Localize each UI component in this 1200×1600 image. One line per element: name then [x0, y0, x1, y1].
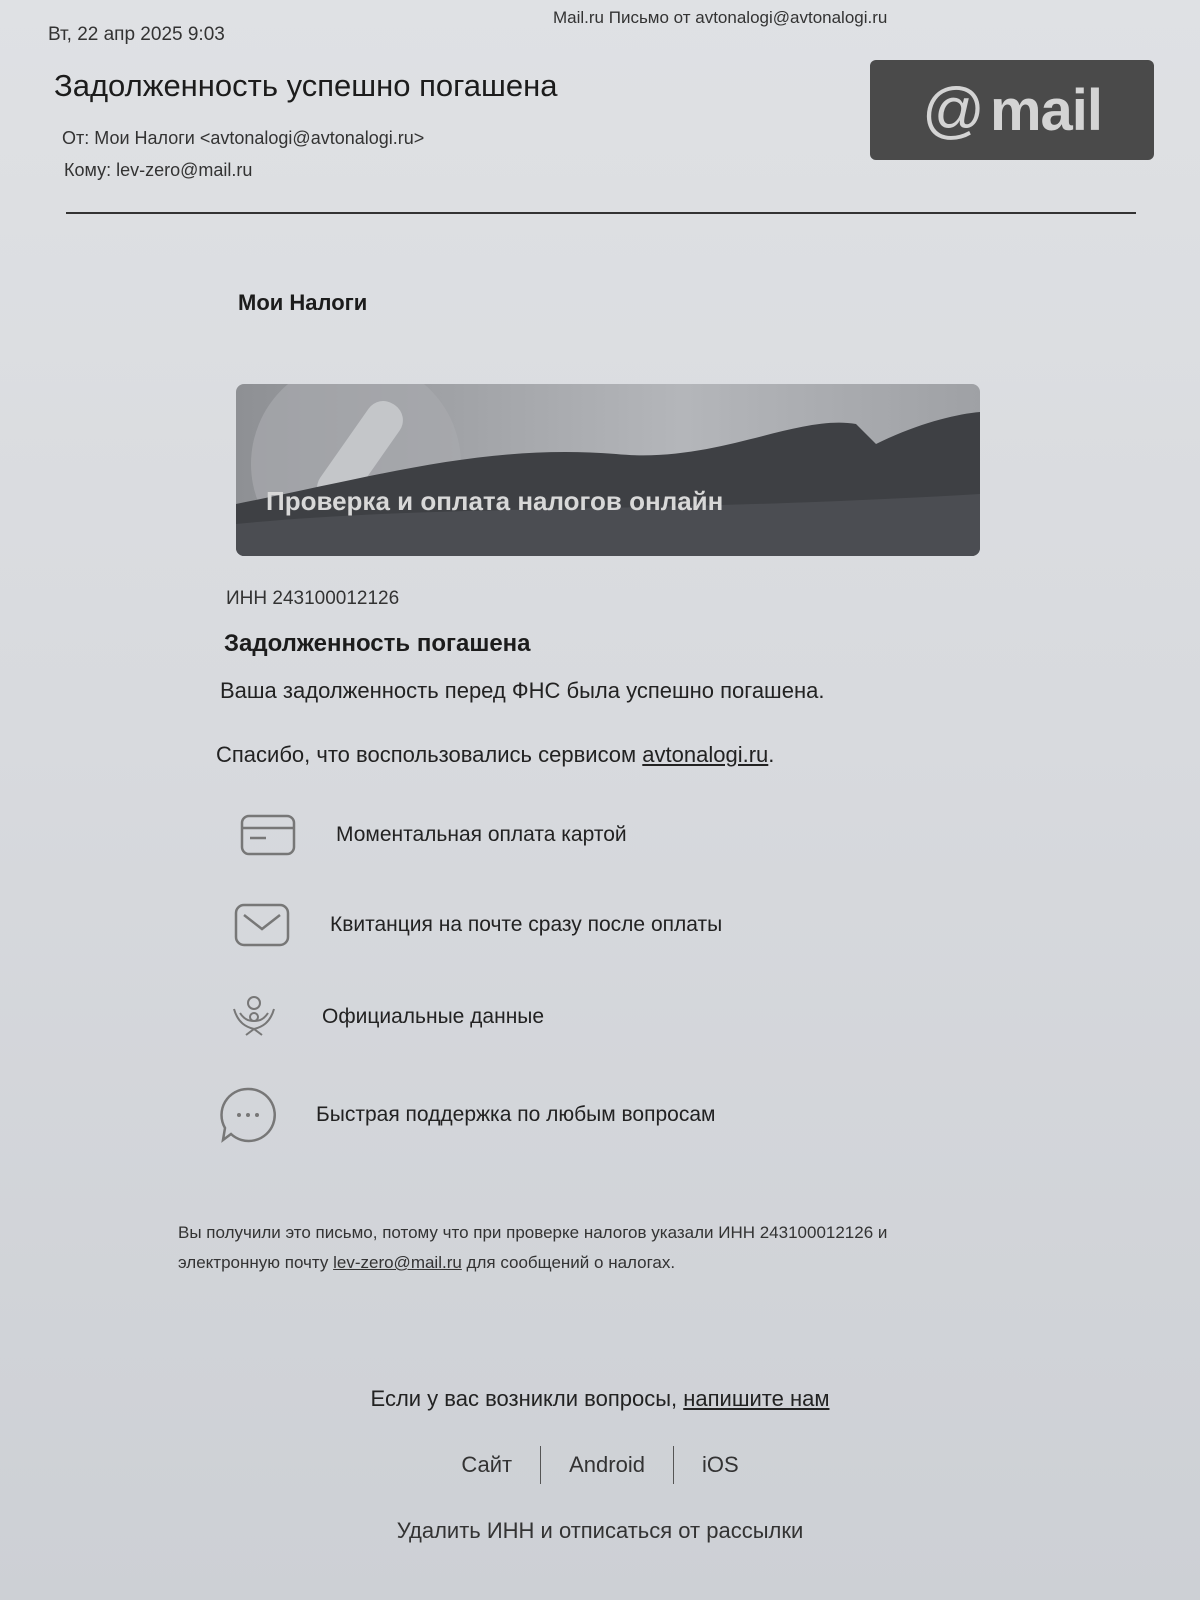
print-header: Mail.ru Письмо от avtonalogi@avtonalogi.ru — [553, 8, 888, 27]
thanks-prefix: Спасибо, что воспользовались сервисом — [216, 742, 643, 767]
link-separator — [540, 1446, 541, 1484]
message-heading: Задолженность погашена — [224, 630, 531, 657]
link-separator — [673, 1446, 674, 1484]
envelope-icon — [232, 900, 292, 950]
email-from: От: Мои Налоги <avtonalogi@avtonalogi.ru> — [62, 128, 425, 148]
feature-official-data — [224, 992, 544, 1042]
email-date: Вт, 22 апр 2025 9:03 — [48, 24, 225, 45]
android-app-link[interactable]: Android — [569, 1452, 645, 1477]
feature-label: Моментальная оплата картой — [336, 823, 627, 846]
email-to: Кому: lev-zero@mail.ru — [64, 160, 253, 180]
banner-title: Проверка и оплата налогов онлайн — [266, 486, 724, 516]
inn-line: ИНН 243100012126 — [226, 588, 400, 609]
credit-card-icon — [238, 810, 298, 860]
brand-name: Мои Налоги — [238, 290, 368, 315]
mail-logo — [870, 60, 1154, 160]
questions-prefix: Если у вас возникли вопросы, — [370, 1386, 684, 1411]
feature-label: Официальные данные — [322, 1005, 545, 1028]
logo-text: mail — [989, 77, 1102, 143]
footer-notice — [178, 1218, 978, 1278]
at-icon: @ — [921, 75, 984, 145]
message-text: Ваша задолженность перед ФНС была успешно погашена. — [220, 678, 825, 703]
banner-graphic — [236, 384, 980, 556]
feature-label: Быстрая поддержка по любым вопросам — [316, 1103, 716, 1126]
email-subject: Задолженность успешно погашена — [54, 68, 558, 103]
notice-suffix: для сообщений о налогах. — [461, 1253, 676, 1272]
divider — [66, 212, 1136, 214]
feature-support — [218, 1090, 715, 1140]
chat-bubble-icon — [218, 1090, 278, 1140]
site-link[interactable]: avtonalogi.ru — [642, 742, 769, 767]
app-links — [0, 1446, 1200, 1484]
emblem-icon — [224, 992, 284, 1042]
site-app-link[interactable]: Сайт — [461, 1452, 513, 1477]
banner — [236, 384, 980, 556]
ios-app-link[interactable]: iOS — [701, 1452, 739, 1477]
notice-prefix: Вы получили это письмо, потому что при проверке налогов указали ИНН 243100012126 и электронную почту — [178, 1223, 888, 1272]
feature-receipt-mail — [232, 900, 722, 950]
feature-card-payment — [238, 810, 627, 860]
thanks-text — [216, 742, 774, 768]
thanks-suffix: . — [768, 742, 775, 767]
questions-line — [0, 1386, 1200, 1412]
write-us-link[interactable]: напишите нам — [683, 1386, 830, 1411]
unsubscribe-link[interactable]: Удалить ИНН и отписаться от рассылки — [396, 1518, 804, 1543]
email-link[interactable]: lev-zero@mail.ru — [333, 1253, 462, 1272]
feature-label: Квитанция на почте сразу после оплаты — [330, 913, 723, 936]
